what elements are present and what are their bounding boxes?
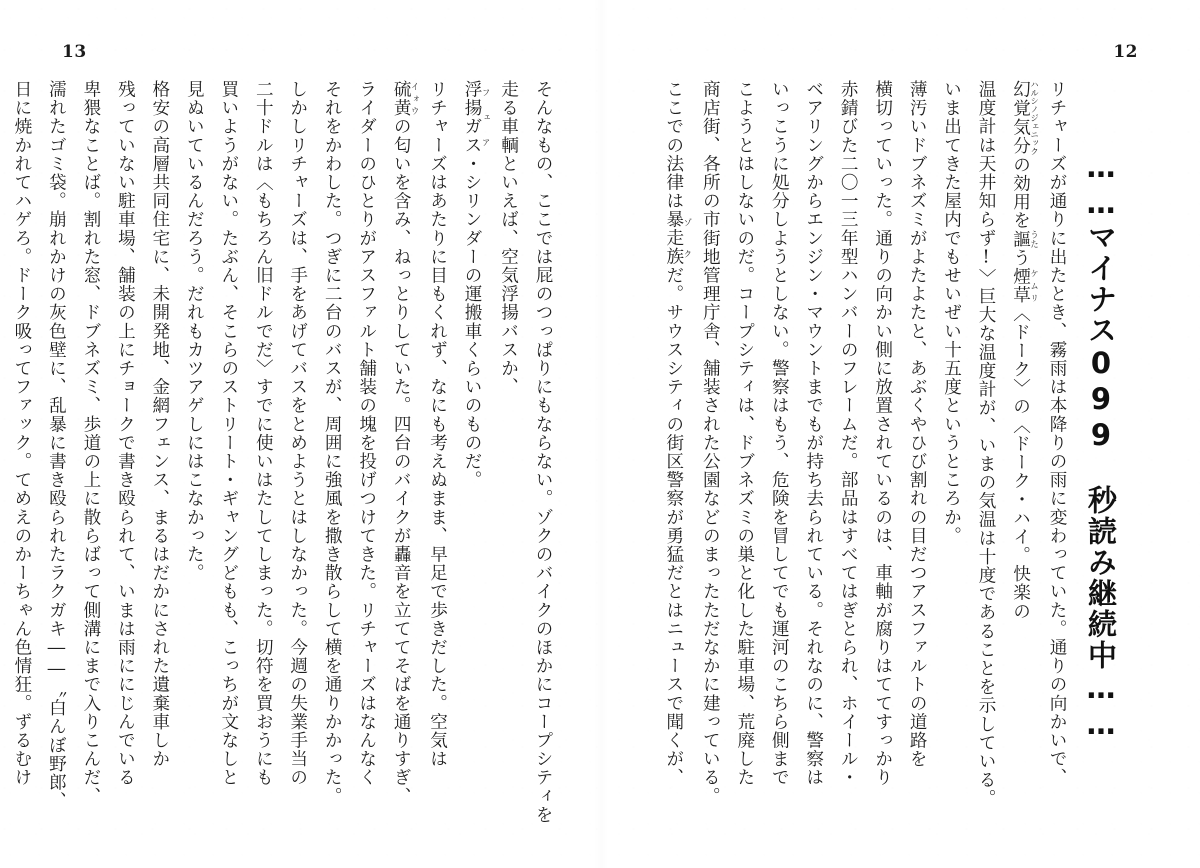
text-column: 残っていない駐車場、舗装の上にチョークで書き殴られて、いまは雨ににじんでいる	[115, 80, 136, 787]
text-column: 濡れたゴミ袋。崩れかけの灰色壁に、乱暴に書き殴られたラクガキ――〝白んぼ野郎、	[46, 80, 67, 811]
text-column: 卑猥なことば。割れた窓、ドブネズミ、歩道の上に散らばって側溝にまで入りこんだ、	[80, 80, 101, 806]
left-page-body-text	[11, 80, 560, 828]
ruby-annotation: 幻覚気分 ハルシノジェニック	[1010, 80, 1040, 156]
right-page-number: 12	[1113, 42, 1138, 62]
text-column: ここでの法律は暴走族 ゾクだ。サウスシティの街区警察が勇猛だとはニュースで聞くが、	[663, 80, 693, 787]
text-column: 買いようがない。たぶん、そこらのストリート・ギャングどもも、こっちが文なしと	[218, 80, 239, 787]
text-column: 二十ドルは〈もちろん旧ドルでだ〉すでに使いはたしてしまった。切符を買おうにも	[253, 80, 274, 787]
left-page-number: 13	[62, 42, 87, 62]
text-column: ベアリングからエンジン・マウントまでもが持ち去られている。それなのに、警察は	[803, 80, 824, 787]
ruby-annotation: 暴走族 ゾク	[663, 210, 693, 267]
text-column	[0, 80, 5, 828]
text-column: 横切っていった。通りの向かい側に放置されているのは、車軸が腐りはててすっかり	[872, 80, 893, 787]
ruby-reading: うた	[1029, 229, 1040, 249]
text-column: こようとはしないのだ。コープシティは、ドブネズミの巣と化した駐車場、荒廃した	[734, 80, 755, 787]
text-column: 硫黄 イォウの匂いを含み、ねっとりしていた。四台のバイクが轟音を立ててそばを通りすぎ、	[391, 80, 421, 806]
text-column: 日に焼かれてハゲろ。ドーク吸ってファック。てめえのかーちゃん色情狂。ずるむけ	[11, 80, 32, 787]
text-column: いま出てきた屋内でもせいぜい十五度というところか。	[941, 80, 962, 545]
text-column: 見ぬいているんだろう。だれもカツアゲしにはこなかった。	[184, 80, 205, 583]
text-column: 薄汚いドブネズミがよたよたと、あぶくやひび割れの目だつアスファルトの道路を	[907, 80, 928, 769]
ruby-reading: ケムリ	[1029, 267, 1040, 305]
ruby-reading: フェア	[481, 80, 492, 155]
text-column: 格安の高層共同住宅に、未開発地、金網フェンス、まるはだかにされた遺棄車しか	[149, 80, 170, 769]
text-column: そんなもの、ここでは屁のつっぱりにもならない。ゾクのバイクのほかにコープシティを	[533, 80, 553, 824]
chapter-title: ……マイナス099 秒読み継続中……	[1084, 150, 1118, 743]
text-column: 走る車輌といえば、空気浮揚バスか、	[498, 80, 519, 397]
ruby-annotation: 謳 うた	[1010, 229, 1040, 249]
text-column: 赤錆びた二〇一三年型ハンバーのフレームだ。部品はすべてはぎとられ、ホイール・	[838, 80, 859, 787]
text-column: リチャーズが通りに出たとき、霧雨は本降りの雨に変わっていた。通りの向かいで、	[1047, 80, 1067, 787]
ruby-annotation: 煙草 ケムリ	[1010, 267, 1040, 305]
ruby-reading: ゾク	[682, 210, 693, 267]
text-column: 浮揚ガス フェア・シリンダーの運搬車くらいのものだ。	[462, 80, 492, 490]
ruby-annotation: 硫黄 イォウ	[391, 80, 421, 118]
text-column: いっこうに処分しようとしない。警察はもう、危険を冒してでも運河のこちら側まで	[769, 80, 790, 787]
ruby-annotation: 浮揚ガス フェア	[462, 80, 492, 155]
text-column: それをかわした。つぎに二台のバスが、周囲に強風を撒き散らして横を通りかかった。	[322, 80, 343, 806]
ruby-reading: ハルシノジェニック	[1029, 80, 1040, 156]
text-column: 商店街、各所の市街地管理庁舎、舗装された公園などのまったただなかに建っている。	[700, 80, 721, 806]
text-column: リチャーズはあたりに目もくれず、なにも考えぬまま、早足で歩きだした。空気は	[427, 80, 448, 769]
text-column: しかしリチャーズは、手をあげてバスをとめようとはしなかった。今週の失業手当の	[287, 80, 308, 787]
ruby-reading: イォウ	[410, 80, 421, 118]
right-page-body-text	[663, 80, 1074, 828]
right-page	[600, 0, 1200, 868]
text-column: 温度計は天井知らず!〉巨大な温度計が、いまの気温は十度であることを示している。	[976, 80, 997, 808]
text-column: 幻覚気分 ハルシノジェニックの効用を謳 うたう煙草 ケムリ〈ドーク〉の〈ドーク・ハイ。快楽の	[1010, 80, 1040, 621]
text-column: ライダーのひとりがアスファルト舗装の塊を投げつけてきた。リチャーズはなんなく	[356, 80, 377, 787]
